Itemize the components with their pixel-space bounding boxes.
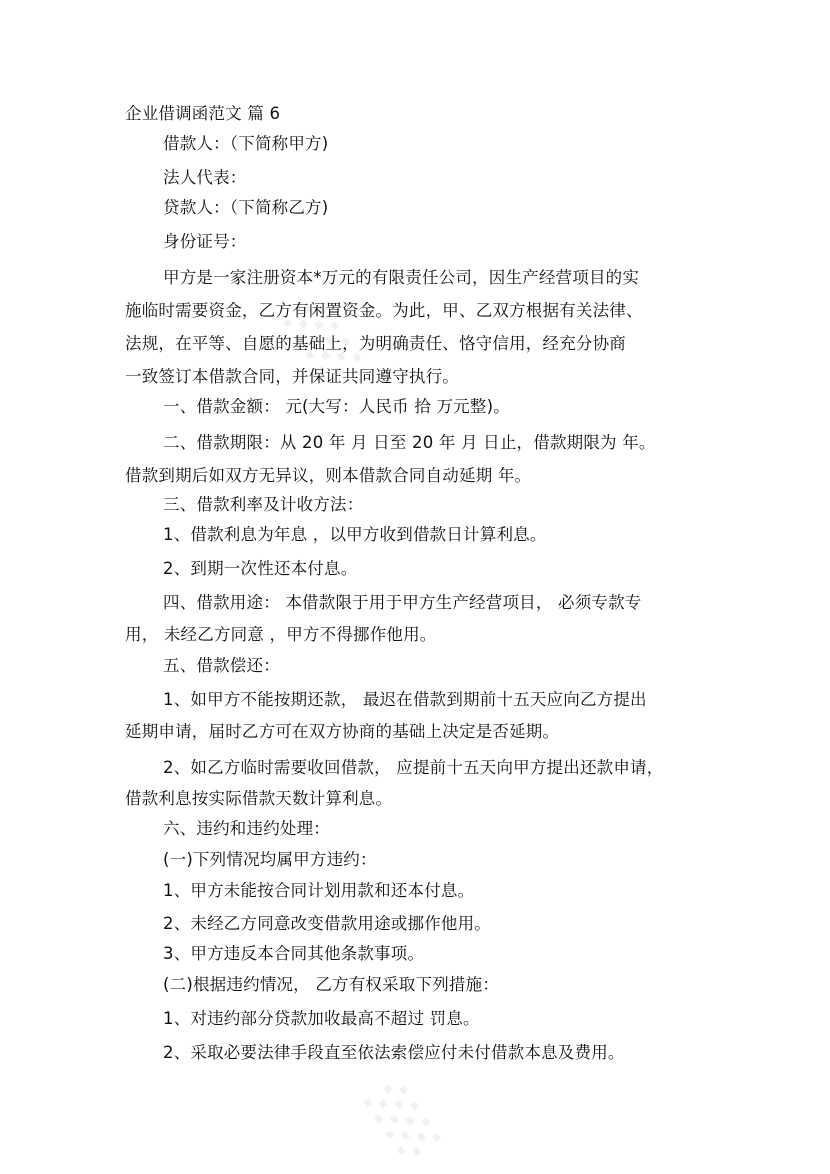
- text-line: (一)下列情况均属甲方违约：: [163, 850, 377, 869]
- text-line: 一致签订本借款合同，并保证共同遵守执行。: [125, 367, 459, 386]
- text-line: 六、违约和违约处理：: [163, 819, 330, 838]
- text-line: 二、借款期限：从 20 年 月 日至 20 年 月 日止，借款期限为 年。: [163, 433, 656, 452]
- text-line: 2、如乙方临时需要收回借款， 应提前十五天向甲方提出还款申请，: [163, 758, 664, 777]
- text-line: 2、未经乙方同意改变借款用途或挪作他用。: [163, 914, 491, 933]
- text-line: 五、借款偿还：: [163, 656, 280, 675]
- text-line: 借款利息按实际借款天数计算利息。: [125, 789, 393, 808]
- text-line: 一、借款金额： 元(大写：人民币 拾 万元整)。: [163, 397, 510, 416]
- text-line: 借款人：（下简称甲方): [163, 134, 329, 153]
- text-line: 甲方是一家注册资本*万元的有限责任公司，因生产经营项目的实: [163, 268, 640, 287]
- text-line: 三、借款利率及计收方法：: [163, 495, 364, 514]
- text-line: 1、借款利息为年息 ，以甲方收到借款日计算利息。: [163, 525, 547, 544]
- text-line: 1、甲方未能按合同计划用款和还本付息。: [163, 881, 475, 900]
- text-line: 2、采取必要法律手段直至依法索偿应付未付借款本息及费用。: [163, 1043, 625, 1062]
- text-line: 法人代表：: [163, 168, 247, 187]
- text-line: 借款到期后如双方无异议，则本借款合同自动延期 年。: [125, 466, 532, 485]
- text-line: 3、甲方违反本合同其他条款事项。: [163, 944, 425, 963]
- text-line: 贷款人：（下简称乙方): [163, 198, 329, 217]
- text-line: 2、到期一次性还本付息。: [163, 559, 358, 578]
- text-line: 延期申请，届时乙方可在双方协商的基础上决定是否延期。: [125, 722, 560, 741]
- text-line: 身份证号：: [163, 232, 247, 251]
- text-line: 用， 未经乙方同意 ，甲方不得挪作他用。: [125, 625, 437, 644]
- text-line: (二)根据违约情况， 乙方有权采取下列措施：: [163, 975, 500, 994]
- text-line: 1、对违约部分贷款加收最高不超过 罚息。: [163, 1009, 480, 1028]
- text-line: 施临时需要资金，乙方有闲置资金。为此，甲、乙双方根据有关法律、: [125, 301, 643, 320]
- text-line: 法规，在平等、自愿的基础上，为明确责任、恪守信用，经充分协商: [125, 334, 626, 353]
- document-title: 企业借调函范文 篇 6: [125, 104, 281, 123]
- watermark-mark: ░: [363, 1070, 454, 1164]
- text-line: 1、如甲方不能按期还款， 最迟在借款到期前十五天应向乙方提出: [163, 690, 647, 709]
- watermark-mark: ░: [283, 290, 374, 384]
- text-line: 四、借款用途： 本借款限于用于甲方生产经营项目， 必须专款专: [163, 593, 642, 612]
